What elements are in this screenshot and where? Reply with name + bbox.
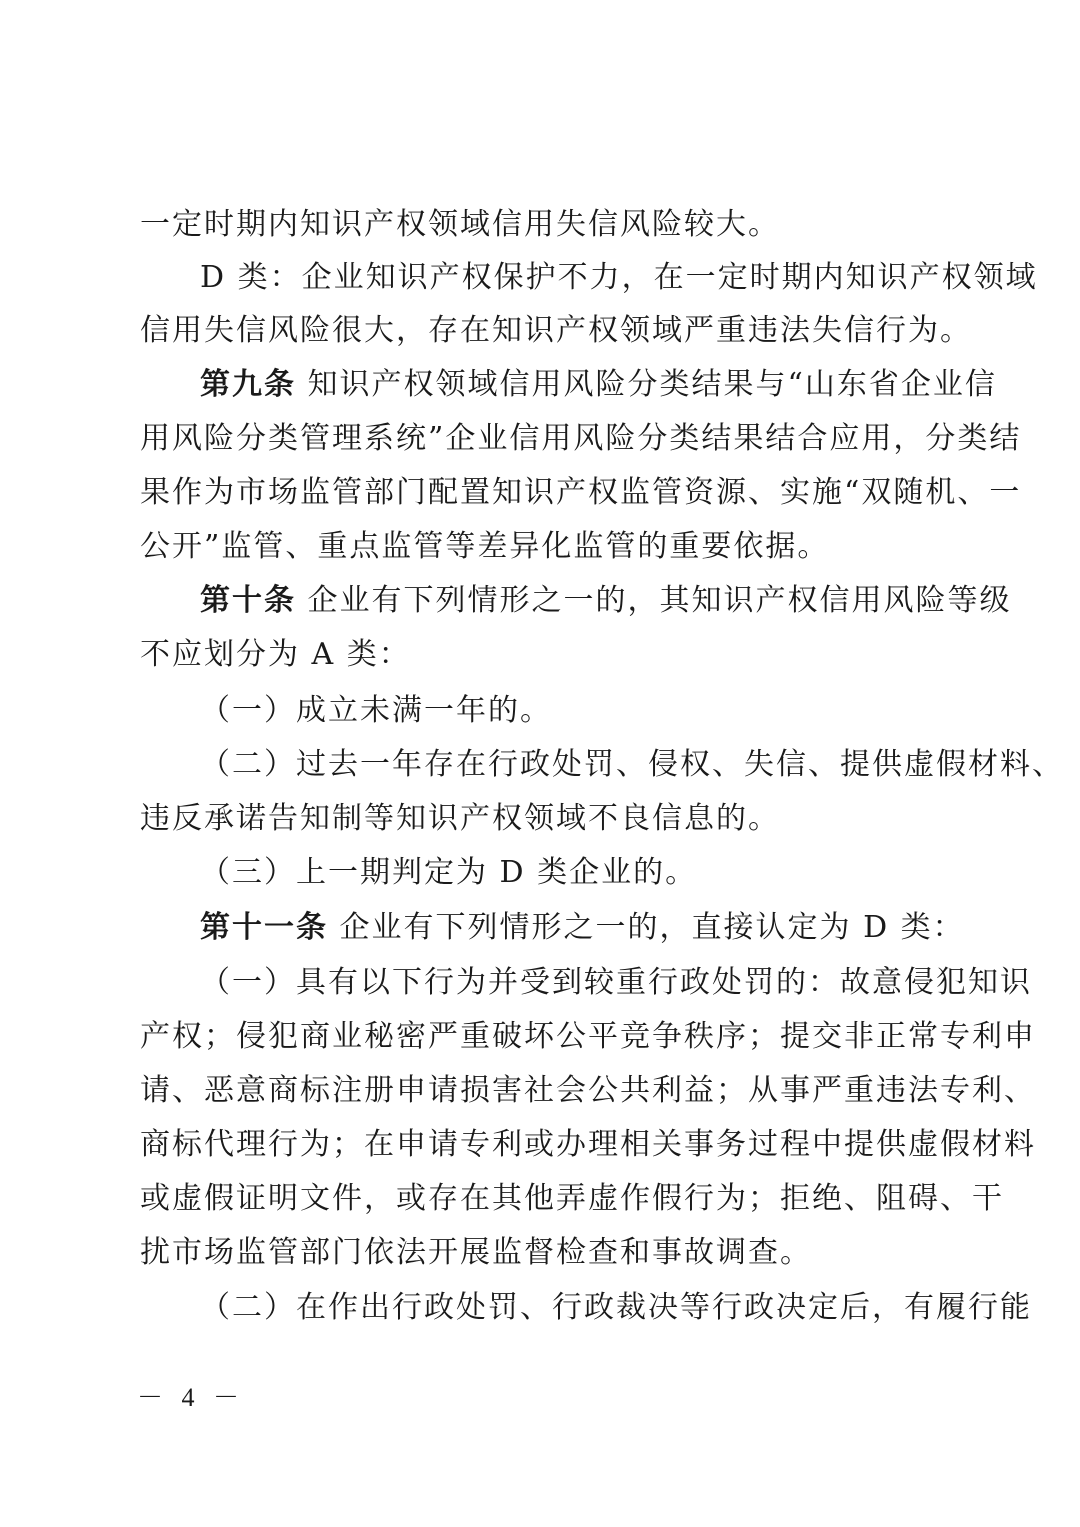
article-10-text: 企业有下列情形之一的，其知识产权信用风险等级	[296, 583, 1012, 618]
article-10-heading: 第十条	[200, 583, 296, 618]
body-line-16: 产权；侵犯商业秘密严重破坏公平竞争秩序；提交非正常专利申	[140, 1019, 1036, 1054]
clause-line-15: （一）具有以下行为并受到较重行政处罚的：故意侵犯知识	[200, 965, 1032, 1000]
body-line-19: 或虚假证明文件，或存在其他弄虚作假行为；拒绝、阻碍、干	[140, 1181, 1004, 1216]
body-line-3: 信用失信风险很大，存在知识产权领域严重违法失信行为。	[140, 313, 972, 348]
body-line-17: 请、恶意商标注册申请损害社会公共利益；从事严重违法专利、	[140, 1073, 1036, 1108]
body-line-1: 一定时期内知识产权领域信用失信风险较大。	[140, 207, 780, 242]
article-11-line-1	[200, 908, 965, 948]
body-line-12: 违反承诺告知制等知识产权领域不良信息的。	[140, 801, 780, 836]
article-9-heading: 第九条	[200, 367, 296, 402]
article-9-line-1	[200, 365, 997, 405]
body-line-7: 公开”监管、重点监管等差异化监管的重要依据。	[140, 529, 830, 564]
body-line-6: 果作为市场监管部门配置知识产权监管资源、实施“双随机、一	[140, 475, 1022, 510]
body-line-9: 不应划分为 A 类：	[140, 637, 411, 672]
article-11-heading: 第十一条	[200, 910, 328, 945]
body-line-20: 扰市场监管部门依法开展监督检查和事故调查。	[140, 1235, 812, 1270]
clause-line-10: （一）成立未满一年的。	[200, 693, 552, 728]
clause-line-11: （二）过去一年存在行政处罚、侵权、失信、提供虚假材料、	[200, 747, 1064, 782]
body-line-2: D 类：企业知识产权保护不力，在一定时期内知识产权领域	[200, 260, 1038, 295]
article-9-text: 知识产权领域信用风险分类结果与“山东省企业信	[296, 367, 997, 402]
page-number: － 4 －	[137, 1383, 246, 1412]
body-line-5: 用风险分类管理系统”企业信用风险分类结果结合应用，分类结	[140, 421, 1022, 456]
clause-line-21: （二）在作出行政处罚、行政裁决等行政决定后，有履行能	[200, 1290, 1032, 1325]
clause-line-13: （三）上一期判定为 D 类企业的。	[200, 855, 698, 890]
body-line-18: 商标代理行为；在申请专利或办理相关事务过程中提供虚假材料	[140, 1127, 1036, 1162]
article-11-text: 企业有下列情形之一的，直接认定为 D 类：	[328, 910, 965, 945]
article-10-line-1	[200, 581, 1012, 621]
